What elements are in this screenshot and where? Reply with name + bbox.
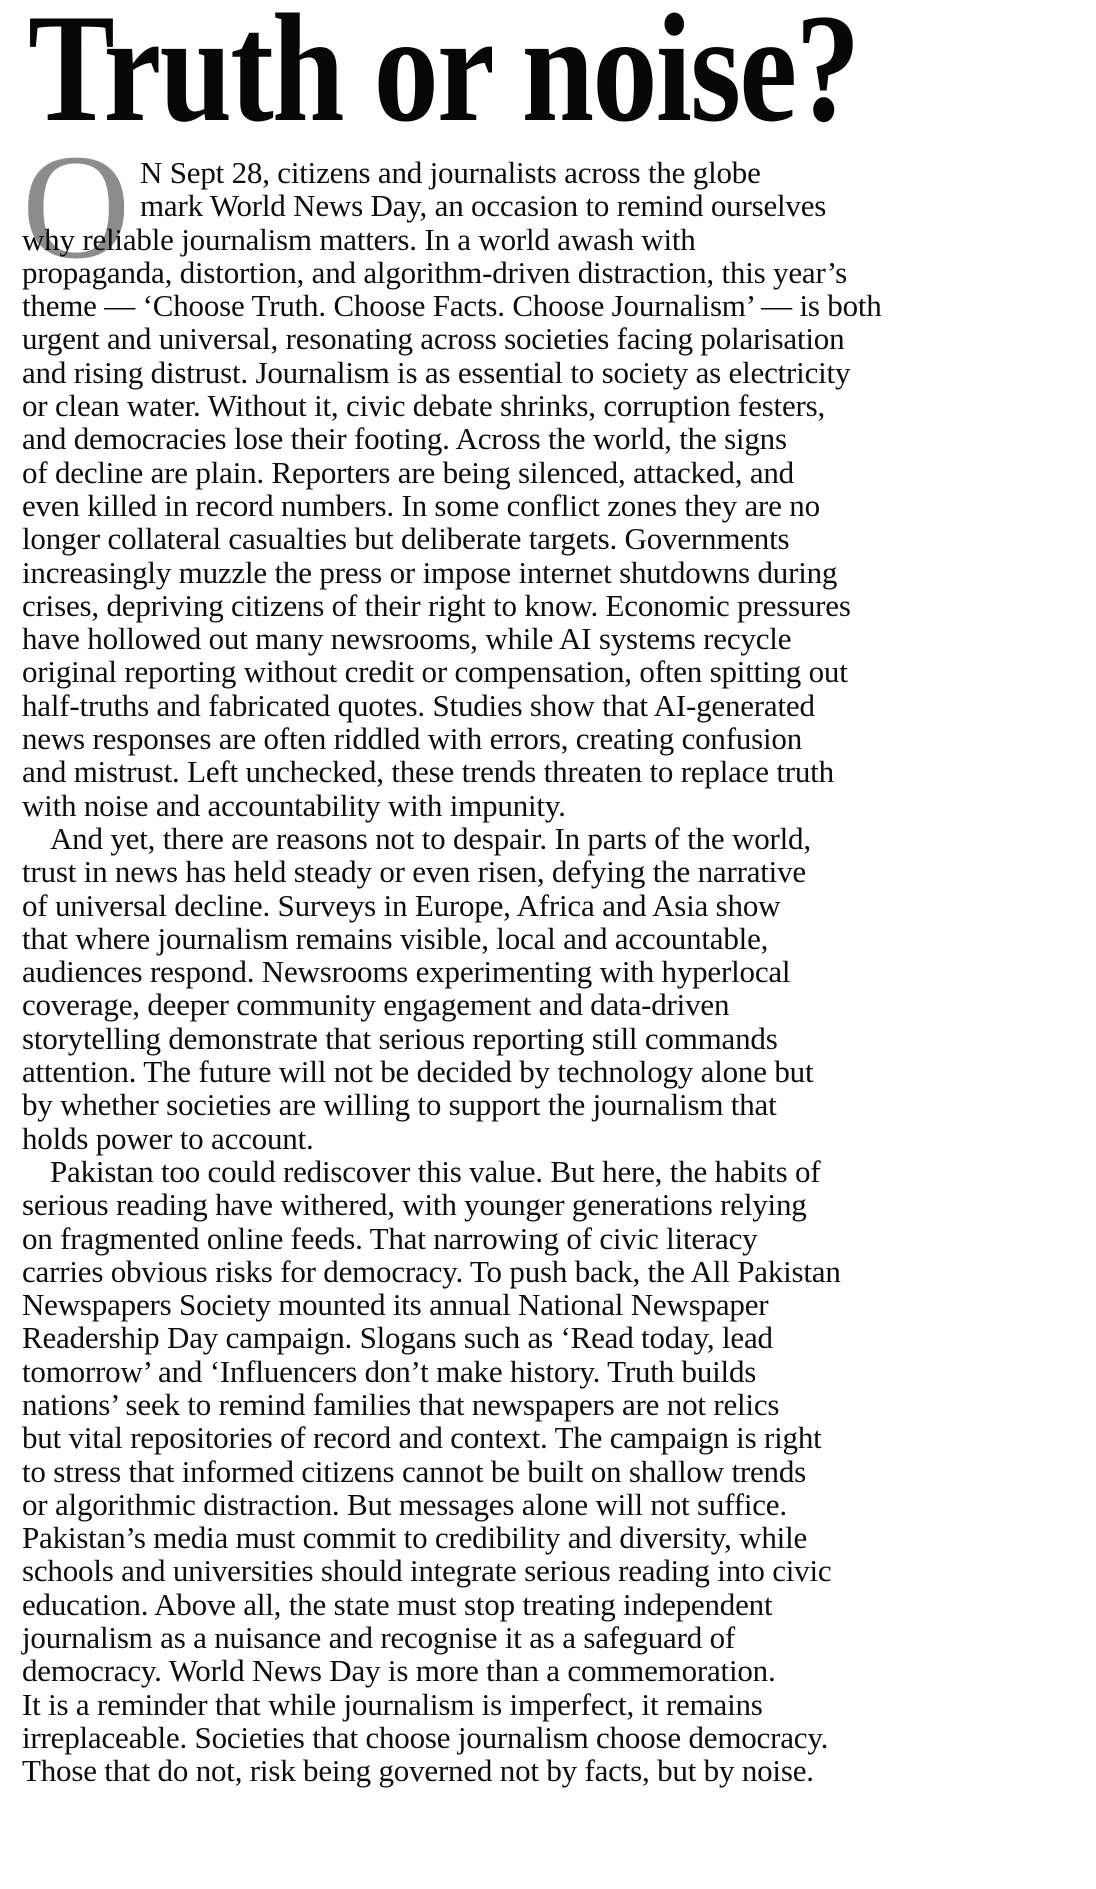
text-line: to stress that informed citizens cannot be built on shallow trends xyxy=(22,1453,807,1489)
text-line: half-truths and fabricated quotes. Studies show that AI-generated xyxy=(22,687,815,723)
text-line: tomorrow’ and ‘Influencers don’t make history. Truth builds xyxy=(22,1353,757,1389)
text-line: audiences respond. Newsrooms experimenting with hyperlocal xyxy=(22,954,791,990)
text-line: but vital repositories of record and context. The campaign is right xyxy=(22,1420,822,1456)
text-line: nations’ seek to remind families that newspapers are not relics xyxy=(22,1386,780,1422)
text-line: or algorithmic distraction. But messages alone will not suffice. xyxy=(22,1486,787,1522)
text-line: It is a reminder that while journalism is imperfect, it remains xyxy=(22,1686,763,1722)
text-line: of decline are plain. Reporters are being silenced, attacked, and xyxy=(22,454,794,490)
text-line: Those that do not, risk being governed not by facts, but by noise. xyxy=(22,1753,814,1789)
text-line: Newspapers Society mounted its annual National Newspaper xyxy=(22,1287,769,1323)
text-line: coverage, deeper community engagement and data-driven xyxy=(22,987,730,1023)
text-line: serious reading have withered, with younger generations relying xyxy=(22,1187,807,1223)
text-line: irreplaceable. Societies that choose journalism choose democracy. xyxy=(22,1719,829,1755)
text-line: holds power to account. xyxy=(22,1120,314,1156)
text-line: why reliable journalism matters. In a world awash with xyxy=(22,221,696,257)
text-line: news responses are often riddled with errors, creating confusion xyxy=(22,721,803,757)
text-line: Pakistan’s media must commit to credibility and diversity, while xyxy=(22,1520,808,1556)
text-line: mark World News Day, an occasion to remind ourselves xyxy=(140,188,827,224)
text-line: with noise and accountability with impunity. xyxy=(22,787,566,823)
text-line: original reporting without credit or compensation, often spitting out xyxy=(22,654,848,690)
text-line: Readership Day campaign. Slogans such as ‘Read today, lead xyxy=(22,1320,773,1356)
text-line: Pakistan too could rediscover this value. But here, the habits of xyxy=(50,1153,821,1189)
text-line: propaganda, distortion, and algorithm-driven distraction, this year’s xyxy=(22,254,848,290)
text-line: journalism as a nuisance and recognise it as a safeguard of xyxy=(22,1620,735,1656)
text-line: longer collateral casualties but deliberate targets. Governments xyxy=(22,521,790,557)
text-line: N Sept 28, citizens and journalists across the globe xyxy=(140,155,761,190)
text-line: by whether societies are willing to support the journalism that xyxy=(22,1087,777,1123)
text-line: storytelling demonstrate that serious reporting still commands xyxy=(22,1020,778,1056)
text-line: of universal decline. Surveys in Europe, Africa and Asia show xyxy=(22,887,781,923)
text-line: and democracies lose their footing. Across the world, the signs xyxy=(22,421,787,457)
text-line: even killed in record numbers. In some conflict zones they are no xyxy=(22,487,820,523)
text-line: schools and universities should integrate serious reading into civic xyxy=(22,1553,832,1589)
headline: Truth or noise? xyxy=(28,0,859,154)
text-line: crises, depriving citizens of their right to know. Economic pressures xyxy=(22,587,851,623)
drop-cap: O xyxy=(22,124,131,290)
text-line: and rising distrust. Journalism is as essential to society as electricity xyxy=(22,354,851,390)
text-line: education. Above all, the state must stop treating independent xyxy=(22,1586,773,1622)
article-body xyxy=(22,124,1076,1789)
text-line: on fragmented online feeds. That narrowing of civic literacy xyxy=(22,1220,758,1256)
text-line: and mistrust. Left unchecked, these trends threaten to replace truth xyxy=(22,754,834,790)
text-line: trust in news has held steady or even risen, defying the narrative xyxy=(22,854,806,890)
text-line: that where journalism remains visible, local and accountable, xyxy=(22,920,769,956)
text-line: have hollowed out many newsrooms, while AI systems recycle xyxy=(22,621,792,657)
text-line: or clean water. Without it, civic debate shrinks, corruption festers, xyxy=(22,388,826,424)
text-line: urgent and universal, resonating across societies facing polarisation xyxy=(22,321,845,357)
text-line: carries obvious risks for democracy. To push back, the All Pakistan xyxy=(22,1253,841,1289)
text-line: increasingly muzzle the press or impose internet shutdowns during xyxy=(22,554,838,590)
text-line: attention. The future will not be decided by technology alone but xyxy=(22,1054,814,1090)
text-line: democracy. World News Day is more than a commemoration. xyxy=(22,1653,776,1689)
text-line: theme — ‘Choose Truth. Choose Facts. Choose Journalism’ — is both xyxy=(22,288,882,324)
text-line: And yet, there are reasons not to despair. In parts of the world, xyxy=(50,820,811,856)
